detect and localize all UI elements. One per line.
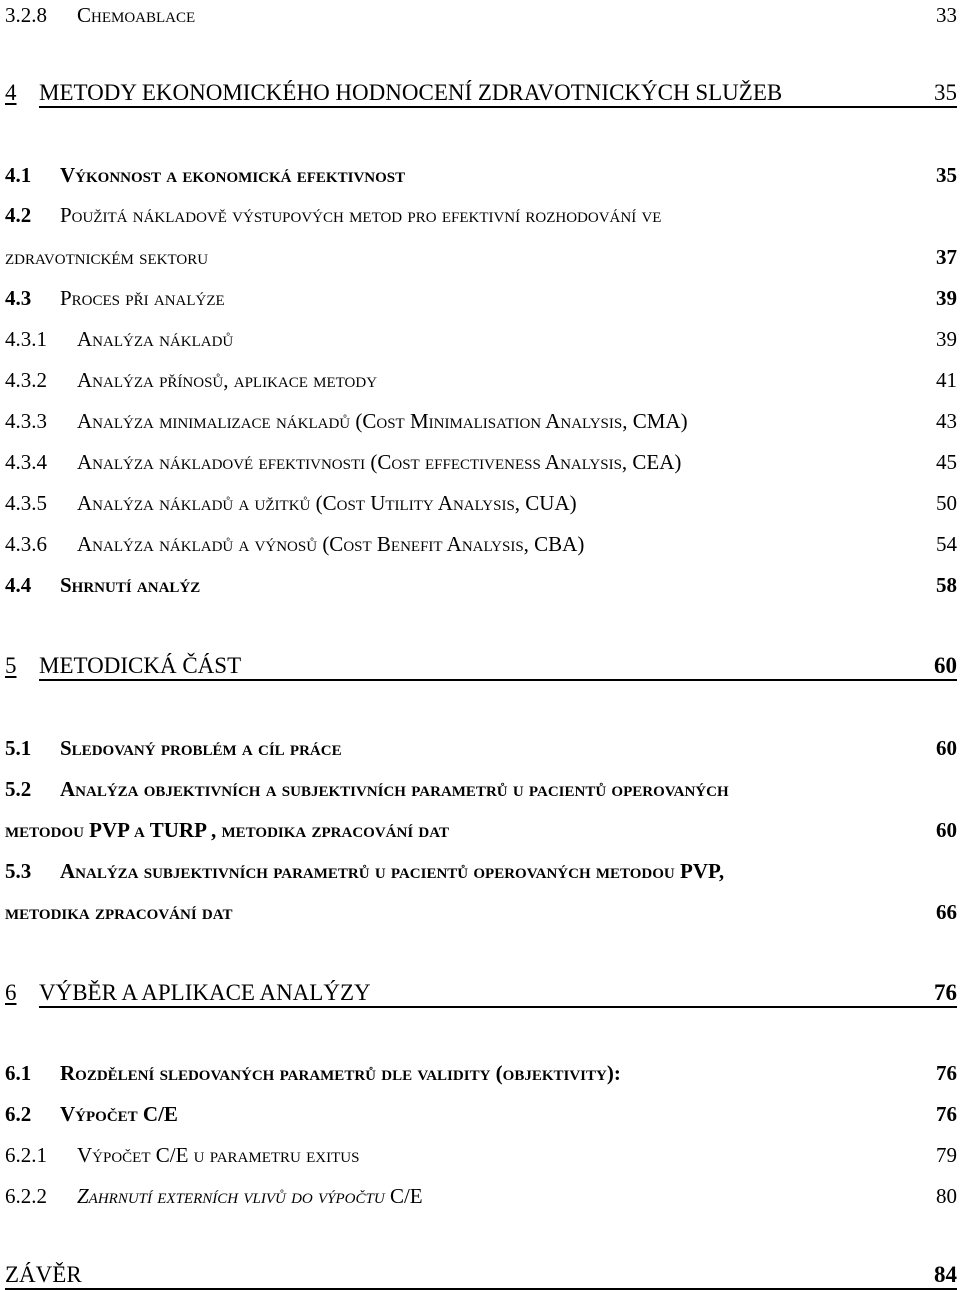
toc-page-number: 37 [936, 245, 957, 269]
toc-number: 5.2 [5, 777, 32, 801]
toc-page-number: 79 [936, 1143, 957, 1167]
toc-number: 6.2.1 [5, 1143, 47, 1167]
toc-title: Analýza přínosů, aplikace metody [77, 368, 378, 392]
toc-number: 6.2 [5, 1102, 32, 1126]
toc-entry-6-1[interactable] [5, 1058, 957, 1088]
toc-title: VÝBĚR A APLIKACE ANALÝZY [39, 980, 371, 1005]
toc-entry-4-3[interactable] [5, 283, 957, 313]
toc-number: 4.3.4 [5, 450, 47, 474]
toc-entry-4-2-continued[interactable] [5, 242, 957, 272]
toc-title-continuation: zdravotnickém sektoru [5, 245, 209, 269]
toc-title-tail: C/E [384, 1184, 423, 1208]
toc-entry-6-2-2[interactable] [5, 1181, 957, 1211]
toc-title: Analýza nákladů [77, 327, 234, 351]
toc-title: Chemoablace [77, 3, 196, 27]
toc-number: 4.3.2 [5, 368, 47, 392]
toc-page-number: 50 [936, 491, 957, 515]
toc-number: 4.3.6 [5, 532, 47, 556]
toc-number: 6.2.2 [5, 1184, 47, 1208]
toc-title: Analýza nákladů a výnosů (Cost Benefit Analysis, CBA) [77, 532, 585, 556]
toc-title: Analýza nákladové efektivnosti (Cost effectiveness Analysis, CEA) [77, 450, 682, 474]
toc-number: 5 [5, 653, 17, 678]
toc-title-continuation: metodika zpracování dat [5, 900, 233, 924]
toc-page-number: 33 [936, 3, 957, 27]
toc-entry-4-3-3[interactable] [5, 406, 957, 436]
toc-title: Rozdělení sledovaných parametrů dle validity (objektivity): [60, 1061, 621, 1085]
toc-page-number: 76 [934, 980, 957, 1005]
toc-title: Shrnutí analýz [60, 573, 201, 597]
toc-number: 5.3 [5, 859, 32, 883]
toc-number: 4.3.5 [5, 491, 47, 515]
toc-number: 4.3 [5, 286, 32, 310]
toc-entry-4-2[interactable] [5, 200, 957, 230]
toc-title: Zahrnutí externích vlivů do výpočtu [77, 1184, 385, 1208]
toc-page-number: 39 [936, 327, 957, 351]
toc-entry-6-2[interactable] [5, 1099, 957, 1129]
toc-page-number: 58 [936, 573, 957, 597]
toc-title: Analýza subjektivních parametrů u pacientů operovaných metodou PVP, [60, 859, 725, 883]
toc-page-number: 35 [936, 163, 957, 187]
toc-title: Analýza minimalizace nákladů (Cost Minimalisation Analysis, CMA) [77, 409, 688, 433]
toc-entry-zaver[interactable] [5, 1260, 957, 1290]
toc-page-number: 39 [936, 286, 957, 310]
toc-title: METODY EKONOMICKÉHO HODNOCENÍ ZDRAVOTNICKÝCH SLUŽEB [39, 80, 783, 105]
toc-page-number: 66 [936, 900, 957, 924]
toc-entry-4-4[interactable] [5, 570, 957, 600]
toc-entry-4-3-1[interactable] [5, 324, 957, 354]
toc-page-number: 60 [934, 653, 957, 678]
toc-page-number: 76 [936, 1061, 957, 1085]
toc-title: Výpočet C/E [60, 1102, 178, 1126]
toc-entry-5-2-continued[interactable] [5, 815, 957, 845]
chapter-underline [39, 106, 957, 108]
toc-page-number: 54 [936, 532, 957, 556]
toc-page-number: 45 [936, 450, 957, 474]
toc-entry-5-2[interactable] [5, 774, 957, 804]
toc-entry-4-3-6[interactable] [5, 529, 957, 559]
toc-page-number: 35 [934, 80, 957, 105]
toc-title: Proces při analýze [60, 286, 225, 310]
toc-title-wrap [77, 1184, 423, 1209]
toc-entry-5-1[interactable] [5, 733, 957, 763]
chapter-underline [39, 1006, 957, 1008]
toc-title-continuation: metodou PVP a TURP , metodika zpracování dat [5, 818, 449, 842]
toc-number: 6.1 [5, 1061, 32, 1085]
toc-entry-4-3-5[interactable] [5, 488, 957, 518]
toc-page-number: 80 [936, 1184, 957, 1208]
toc-number: 6 [5, 980, 17, 1005]
toc-title: Výkonnost a ekonomická efektivnost [60, 163, 406, 187]
toc-page-number: 76 [936, 1102, 957, 1126]
toc-entry-6-2-1[interactable] [5, 1140, 957, 1170]
toc-title: Použitá nákladově výstupových metod pro efektivní rozhodování ve [60, 203, 662, 227]
toc-number: 4.3.3 [5, 409, 47, 433]
toc-entry-4-3-2[interactable] [5, 365, 957, 395]
toc-page-number: 60 [936, 736, 957, 760]
toc-number: 4.2 [5, 203, 32, 227]
toc-number: 4.4 [5, 573, 32, 597]
toc-title: ZÁVĚR [5, 1262, 82, 1287]
toc-number: 5.1 [5, 736, 32, 760]
toc-number: 3.2.8 [5, 3, 47, 27]
chapter-underline [39, 679, 957, 681]
toc-title: METODICKÁ ČÁST [39, 653, 242, 678]
toc-entry-3-2-8[interactable] [5, 0, 957, 30]
toc-entry-4-3-4[interactable] [5, 447, 957, 477]
toc-title: Analýza nákladů a užitků (Cost Utility Analysis, CUA) [77, 491, 577, 515]
toc-page-number: 60 [936, 818, 957, 842]
toc-page-number: 84 [934, 1262, 957, 1287]
toc-number: 4.3.1 [5, 327, 47, 351]
toc-number: 4.1 [5, 163, 32, 187]
toc-page-number: 41 [936, 368, 957, 392]
toc-title: Výpočet C/E u parametru exitus [77, 1143, 360, 1167]
toc-entry-5-3[interactable] [5, 856, 957, 886]
toc-entry-6[interactable] [5, 978, 957, 1008]
toc-number: 4 [5, 80, 17, 105]
toc-entry-5[interactable] [5, 651, 957, 681]
toc-entry-4-1[interactable] [5, 160, 957, 190]
toc-page-number: 43 [936, 409, 957, 433]
toc-entry-5-3-continued[interactable] [5, 897, 957, 927]
toc-entry-4[interactable] [5, 78, 957, 108]
toc-title: Sledovaný problém a cíl práce [60, 736, 342, 760]
toc-title: Analýza objektivních a subjektivních parametrů u pacientů operovaných [60, 777, 729, 801]
